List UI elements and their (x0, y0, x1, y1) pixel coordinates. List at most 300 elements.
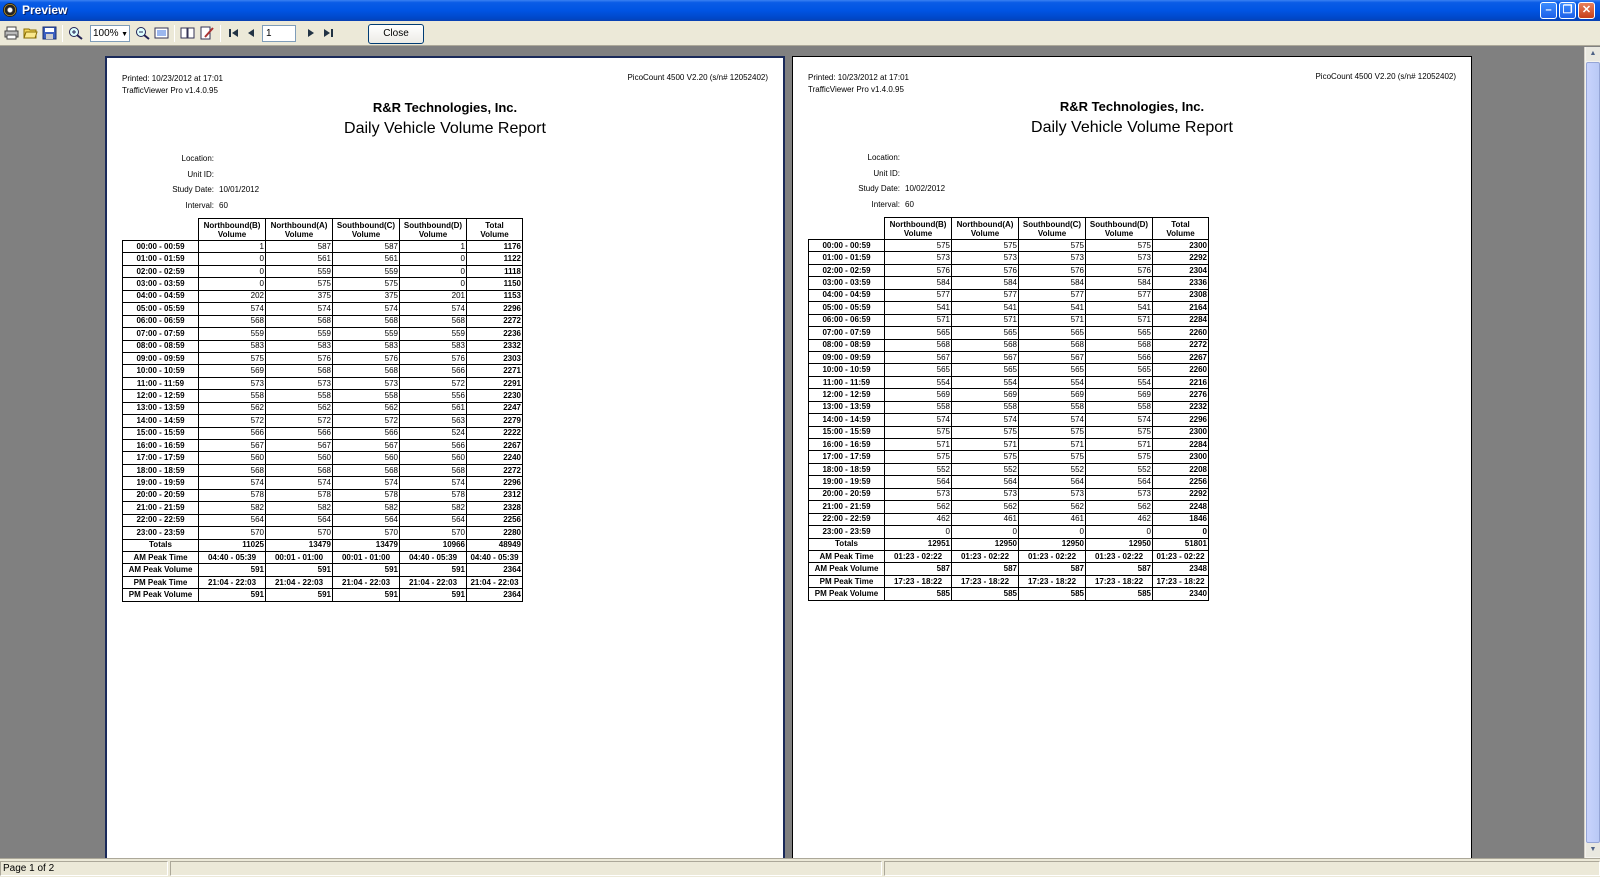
info-label: Unit ID: (873, 168, 900, 178)
volume-cell: 568 (952, 339, 1019, 351)
summary-cell: 591 (333, 564, 400, 576)
time-interval: 15:00 - 15:59 (123, 427, 199, 439)
summary-cell: 17:23 - 18:22 (1153, 575, 1209, 587)
info-label: Interval: (871, 199, 900, 209)
volume-cell: 462 (1086, 513, 1153, 525)
total-volume-cell: 2216 (1153, 376, 1209, 388)
volume-cell: 561 (266, 253, 333, 265)
volume-cell: 565 (1019, 327, 1086, 339)
volume-cell: 568 (333, 464, 400, 476)
app-icon[interactable] (3, 3, 17, 17)
report-page (105, 56, 785, 858)
report-page (792, 56, 1472, 858)
time-interval: 09:00 - 09:59 (123, 352, 199, 364)
volume-cell: 552 (1086, 463, 1153, 475)
table-row (123, 402, 523, 414)
total-volume-cell: 2308 (1153, 289, 1209, 301)
time-interval: 06:00 - 06:59 (809, 314, 885, 326)
table-row (123, 253, 523, 265)
table-row (809, 264, 1209, 276)
summary-cell: 2340 (1153, 588, 1209, 600)
total-volume-cell: 2296 (1153, 414, 1209, 426)
summary-cell: 21:04 - 22:03 (467, 576, 523, 588)
volume-cell: 571 (885, 439, 952, 451)
volume-cell: 0 (400, 253, 467, 265)
total-volume-cell: 1176 (467, 241, 523, 253)
time-interval: 10:00 - 10:59 (123, 365, 199, 377)
volume-cell: 567 (266, 440, 333, 452)
minimize-button[interactable]: – (1540, 2, 1557, 19)
volume-cell: 577 (1086, 289, 1153, 301)
table-row (123, 440, 523, 452)
volume-cell: 570 (333, 527, 400, 539)
last-page-icon[interactable] (321, 26, 336, 40)
total-volume-cell: 2247 (467, 402, 523, 414)
summary-label: AM Peak Volume (123, 564, 199, 576)
summary-cell: 587 (885, 563, 952, 575)
table-row (809, 526, 1209, 538)
volume-cell: 571 (1086, 314, 1153, 326)
table-row (123, 427, 523, 439)
volume-cell: 568 (266, 464, 333, 476)
time-interval: 01:00 - 01:59 (809, 252, 885, 264)
volume-cell: 576 (1019, 264, 1086, 276)
volume-cell: 575 (885, 426, 952, 438)
volume-cell: 566 (266, 427, 333, 439)
volume-cell: 462 (885, 513, 952, 525)
report-title: Daily Vehicle Volume Report (1031, 119, 1233, 136)
time-interval: 23:00 - 23:59 (809, 526, 885, 538)
volume-cell: 461 (952, 513, 1019, 525)
time-interval: 06:00 - 06:59 (123, 315, 199, 327)
time-interval: 09:00 - 09:59 (809, 351, 885, 363)
volume-cell: 576 (333, 352, 400, 364)
volume-cell: 552 (1019, 463, 1086, 475)
volume-cell: 574 (952, 414, 1019, 426)
volume-cell: 562 (333, 402, 400, 414)
volume-cell: 562 (1086, 501, 1153, 513)
volume-cell: 573 (1019, 488, 1086, 500)
summary-cell: 591 (266, 589, 333, 601)
volume-cell: 566 (199, 427, 266, 439)
volume-cell: 554 (885, 376, 952, 388)
volume-cell: 587 (333, 241, 400, 253)
time-interval: 15:00 - 15:59 (809, 426, 885, 438)
total-volume-cell: 1846 (1153, 513, 1209, 525)
summary-cell: 21:04 - 22:03 (333, 576, 400, 588)
volume-cell: 558 (952, 401, 1019, 413)
volume-cell: 558 (1019, 401, 1086, 413)
volume-cell: 0 (952, 526, 1019, 538)
volume-cell: 573 (266, 377, 333, 389)
volume-cell: 584 (1086, 277, 1153, 289)
page-setup-icon[interactable] (199, 26, 214, 40)
column-header: Northbound(B) Volume (885, 218, 952, 240)
scroll-up-icon[interactable]: ▲ (1586, 47, 1600, 61)
table-row (123, 502, 523, 514)
volume-cell: 564 (333, 514, 400, 526)
summary-label: AM Peak Time (123, 551, 199, 563)
summary-label: PM Peak Time (123, 576, 199, 588)
summary-cell: 21:04 - 22:03 (400, 576, 467, 588)
summary-row (123, 564, 523, 576)
volume-cell: 554 (1086, 376, 1153, 388)
volume-cell: 582 (266, 502, 333, 514)
time-interval: 11:00 - 11:59 (809, 376, 885, 388)
summary-cell: 01:23 - 02:22 (1019, 550, 1086, 562)
table-row (123, 452, 523, 464)
time-interval: 23:00 - 23:59 (123, 527, 199, 539)
preview-document-area[interactable] (0, 47, 1584, 858)
table-row (123, 352, 523, 364)
volume-cell: 568 (199, 464, 266, 476)
info-label: Study Date: (172, 185, 214, 194)
summary-cell: 2364 (467, 564, 523, 576)
summary-row (809, 538, 1209, 550)
time-interval: 13:00 - 13:59 (123, 402, 199, 414)
volume-cell: 569 (952, 389, 1019, 401)
summary-cell: 48949 (467, 539, 523, 551)
time-interval: 08:00 - 08:59 (809, 339, 885, 351)
volume-cell: 554 (952, 376, 1019, 388)
volume-cell: 564 (400, 514, 467, 526)
volume-cell: 575 (199, 352, 266, 364)
volume-cell: 562 (1019, 501, 1086, 513)
open-folder-icon[interactable] (23, 26, 38, 40)
volume-cell: 583 (400, 340, 467, 352)
table-row (809, 451, 1209, 463)
time-interval: 21:00 - 21:59 (123, 502, 199, 514)
volume-cell: 568 (1086, 339, 1153, 351)
volume-cell: 574 (1019, 414, 1086, 426)
summary-cell: 13479 (266, 539, 333, 551)
summary-cell: 585 (952, 588, 1019, 600)
total-volume-cell: 2256 (1153, 476, 1209, 488)
info-label: Location: (181, 154, 214, 163)
volume-table (808, 217, 1209, 601)
volume-table (122, 218, 523, 602)
total-volume-cell: 2300 (1153, 451, 1209, 463)
software-version: TrafficViewer Pro v1.4.0.95 (808, 85, 904, 94)
volume-cell: 0 (400, 278, 467, 290)
volume-cell: 0 (199, 253, 266, 265)
time-interval: 21:00 - 21:59 (809, 501, 885, 513)
volume-cell: 566 (400, 440, 467, 452)
volume-cell: 572 (266, 415, 333, 427)
header-blank (809, 218, 885, 240)
volume-cell: 560 (199, 452, 266, 464)
page-number-input[interactable]: 1 (262, 25, 296, 42)
volume-cell: 573 (885, 252, 952, 264)
volume-cell: 575 (266, 278, 333, 290)
summary-label: Totals (809, 538, 885, 550)
volume-cell: 564 (885, 476, 952, 488)
summary-cell: 04:40 - 05:39 (467, 551, 523, 563)
time-interval: 07:00 - 07:59 (809, 327, 885, 339)
summary-cell: 00:01 - 01:00 (333, 551, 400, 563)
close-preview-button[interactable]: Close (368, 24, 424, 44)
volume-cell: 570 (400, 527, 467, 539)
close-window-button[interactable]: ✕ (1578, 2, 1595, 19)
volume-cell: 566 (1086, 351, 1153, 363)
summary-cell: 17:23 - 18:22 (952, 575, 1019, 587)
volume-cell: 562 (199, 402, 266, 414)
summary-row (809, 588, 1209, 600)
volume-cell: 560 (400, 452, 467, 464)
volume-cell: 562 (885, 501, 952, 513)
company-name: R&R Technologies, Inc. (372, 100, 518, 115)
maximize-button[interactable]: ❐ (1559, 2, 1576, 19)
volume-cell: 0 (1086, 526, 1153, 538)
volume-cell: 582 (199, 502, 266, 514)
volume-cell: 574 (333, 303, 400, 315)
table-row (809, 314, 1209, 326)
two-pages-icon[interactable] (180, 26, 195, 40)
time-interval: 14:00 - 14:59 (809, 414, 885, 426)
vertical-scrollbar[interactable] (1584, 47, 1600, 858)
summary-cell: 587 (1019, 563, 1086, 575)
volume-cell: 575 (952, 426, 1019, 438)
volume-cell: 571 (1086, 439, 1153, 451)
status-panel (884, 861, 1600, 876)
toolbar-separator (174, 25, 175, 42)
summary-cell: 04:40 - 05:39 (199, 551, 266, 563)
volume-cell: 564 (199, 514, 266, 526)
summary-row (123, 551, 523, 563)
table-row (809, 240, 1209, 252)
volume-cell: 568 (266, 365, 333, 377)
volume-cell: 562 (952, 501, 1019, 513)
summary-cell: 587 (1086, 563, 1153, 575)
report-title: Daily Vehicle Volume Report (344, 120, 546, 137)
volume-cell: 559 (333, 265, 400, 277)
summary-label: Totals (123, 539, 199, 551)
total-volume-cell: 2304 (1153, 264, 1209, 276)
print-icon[interactable] (4, 26, 19, 40)
volume-cell: 201 (400, 290, 467, 302)
time-interval: 18:00 - 18:59 (809, 463, 885, 475)
column-header: Southbound(C) Volume (333, 219, 400, 241)
volume-cell: 573 (952, 252, 1019, 264)
volume-cell: 572 (199, 415, 266, 427)
toolbar-separator (62, 25, 63, 42)
time-interval: 16:00 - 16:59 (123, 440, 199, 452)
time-interval: 00:00 - 00:59 (123, 241, 199, 253)
table-row (809, 327, 1209, 339)
page-width-icon[interactable] (154, 26, 169, 40)
summary-cell: 17:23 - 18:22 (1086, 575, 1153, 587)
volume-cell: 571 (1019, 439, 1086, 451)
table-row (809, 426, 1209, 438)
next-page-icon[interactable] (303, 26, 318, 40)
summary-label: PM Peak Volume (123, 589, 199, 601)
first-page-icon[interactable] (226, 26, 241, 40)
time-interval: 20:00 - 20:59 (123, 489, 199, 501)
volume-cell: 573 (1019, 252, 1086, 264)
table-row (123, 328, 523, 340)
table-row (123, 464, 523, 476)
volume-cell: 584 (952, 277, 1019, 289)
printed-info (122, 73, 223, 97)
total-volume-cell: 2232 (1153, 401, 1209, 413)
total-volume-cell: 2284 (1153, 314, 1209, 326)
chevron-down-icon: ▼ (121, 31, 128, 38)
table-row (809, 302, 1209, 314)
total-volume-cell: 2303 (467, 352, 523, 364)
volume-cell: 574 (199, 477, 266, 489)
volume-cell: 568 (333, 315, 400, 327)
time-interval: 05:00 - 05:59 (809, 302, 885, 314)
save-icon[interactable] (42, 26, 57, 40)
volume-cell: 568 (885, 339, 952, 351)
volume-cell: 541 (1086, 302, 1153, 314)
time-interval: 02:00 - 02:59 (123, 265, 199, 277)
column-header: Southbound(D) Volume (1086, 218, 1153, 240)
table-row (809, 289, 1209, 301)
volume-cell: 575 (1019, 240, 1086, 252)
volume-cell: 564 (952, 476, 1019, 488)
table-row (123, 315, 523, 327)
table-row (123, 278, 523, 290)
volume-cell: 568 (333, 365, 400, 377)
summary-cell: 11025 (199, 539, 266, 551)
volume-cell: 575 (1086, 451, 1153, 463)
volume-cell: 461 (1019, 513, 1086, 525)
time-interval: 14:00 - 14:59 (123, 415, 199, 427)
total-volume-cell: 1150 (467, 278, 523, 290)
total-volume-cell: 2332 (467, 340, 523, 352)
time-interval: 01:00 - 01:59 (123, 253, 199, 265)
toolbar (0, 21, 1600, 46)
volume-cell: 559 (333, 328, 400, 340)
total-volume-cell: 2284 (1153, 439, 1209, 451)
info-label: Interval: (185, 200, 214, 210)
zoom-select[interactable] (90, 25, 130, 42)
total-volume-cell: 2300 (1153, 240, 1209, 252)
volume-cell: 568 (266, 315, 333, 327)
volume-cell: 564 (1086, 476, 1153, 488)
time-interval: 22:00 - 22:59 (809, 513, 885, 525)
summary-cell: 00:01 - 01:00 (266, 551, 333, 563)
time-interval: 03:00 - 03:59 (809, 277, 885, 289)
time-interval: 12:00 - 12:59 (809, 389, 885, 401)
volume-cell: 565 (1086, 364, 1153, 376)
volume-cell: 0 (400, 265, 467, 277)
total-volume-cell: 2164 (1153, 302, 1209, 314)
previous-page-icon[interactable] (244, 26, 259, 40)
zoom-in-icon[interactable] (68, 26, 83, 40)
table-row (809, 339, 1209, 351)
volume-cell: 575 (1019, 426, 1086, 438)
column-header: Northbound(A) Volume (266, 219, 333, 241)
table-row (123, 265, 523, 277)
summary-cell: 585 (885, 588, 952, 600)
summary-cell: 12950 (952, 538, 1019, 550)
total-volume-cell: 2230 (467, 390, 523, 402)
total-volume-cell: 2300 (1153, 426, 1209, 438)
volume-cell: 570 (266, 527, 333, 539)
total-volume-cell: 2280 (467, 527, 523, 539)
volume-cell: 576 (885, 264, 952, 276)
time-interval: 19:00 - 19:59 (123, 477, 199, 489)
time-interval: 07:00 - 07:59 (123, 328, 199, 340)
column-header: Southbound(C) Volume (1019, 218, 1086, 240)
volume-cell: 561 (400, 402, 467, 414)
column-header: Northbound(A) Volume (952, 218, 1019, 240)
volume-cell: 558 (333, 390, 400, 402)
volume-cell: 563 (400, 415, 467, 427)
volume-cell: 558 (1086, 401, 1153, 413)
volume-cell: 0 (1019, 526, 1086, 538)
time-interval: 13:00 - 13:59 (809, 401, 885, 413)
volume-cell: 571 (952, 314, 1019, 326)
volume-cell: 565 (1019, 364, 1086, 376)
total-volume-cell: 2260 (1153, 364, 1209, 376)
info-value: 10/01/2012 (219, 185, 260, 194)
zoom-out-icon[interactable] (135, 26, 150, 40)
printed-date: Printed: 10/23/2012 at 17:01 (808, 73, 909, 82)
summary-cell: 21:04 - 22:03 (266, 576, 333, 588)
column-header: Southbound(D) Volume (400, 219, 467, 241)
summary-cell: 585 (1019, 588, 1086, 600)
volume-cell: 564 (266, 514, 333, 526)
scroll-down-icon[interactable]: ▼ (1586, 843, 1600, 857)
summary-row (123, 576, 523, 588)
volume-cell: 375 (266, 290, 333, 302)
volume-cell: 584 (885, 277, 952, 289)
volume-cell: 582 (333, 502, 400, 514)
header-blank (123, 219, 199, 241)
volume-cell: 0 (199, 278, 266, 290)
volume-cell: 559 (266, 265, 333, 277)
volume-cell: 578 (199, 489, 266, 501)
volume-cell: 567 (199, 440, 266, 452)
total-volume-cell: 1153 (467, 290, 523, 302)
volume-cell: 574 (400, 477, 467, 489)
total-volume-cell: 2256 (467, 514, 523, 526)
volume-cell: 559 (199, 328, 266, 340)
summary-cell: 591 (199, 589, 266, 601)
volume-cell: 564 (1019, 476, 1086, 488)
volume-cell: 576 (266, 352, 333, 364)
total-volume-cell: 2272 (467, 315, 523, 327)
summary-row (809, 563, 1209, 575)
zoom-value: 100% (93, 28, 119, 39)
scroll-thumb[interactable] (1586, 62, 1600, 843)
volume-cell: 566 (400, 365, 467, 377)
time-interval: 17:00 - 17:59 (123, 452, 199, 464)
volume-cell: 559 (400, 328, 467, 340)
volume-cell: 541 (1019, 302, 1086, 314)
volume-cell: 578 (333, 489, 400, 501)
title-bar (0, 0, 1600, 21)
summary-label: PM Peak Time (809, 575, 885, 587)
total-volume-cell: 2240 (467, 452, 523, 464)
time-interval: 08:00 - 08:59 (123, 340, 199, 352)
time-interval: 00:00 - 00:59 (809, 240, 885, 252)
total-volume-cell: 2208 (1153, 463, 1209, 475)
volume-cell: 0 (199, 265, 266, 277)
total-volume-cell: 2312 (467, 489, 523, 501)
volume-cell: 202 (199, 290, 266, 302)
summary-row (809, 550, 1209, 562)
volume-cell: 567 (333, 440, 400, 452)
total-volume-cell: 2292 (1153, 488, 1209, 500)
time-interval: 19:00 - 19:59 (809, 476, 885, 488)
software-version: TrafficViewer Pro v1.4.0.95 (122, 86, 218, 95)
total-volume-cell: 2328 (467, 502, 523, 514)
summary-cell: 04:40 - 05:39 (400, 551, 467, 563)
